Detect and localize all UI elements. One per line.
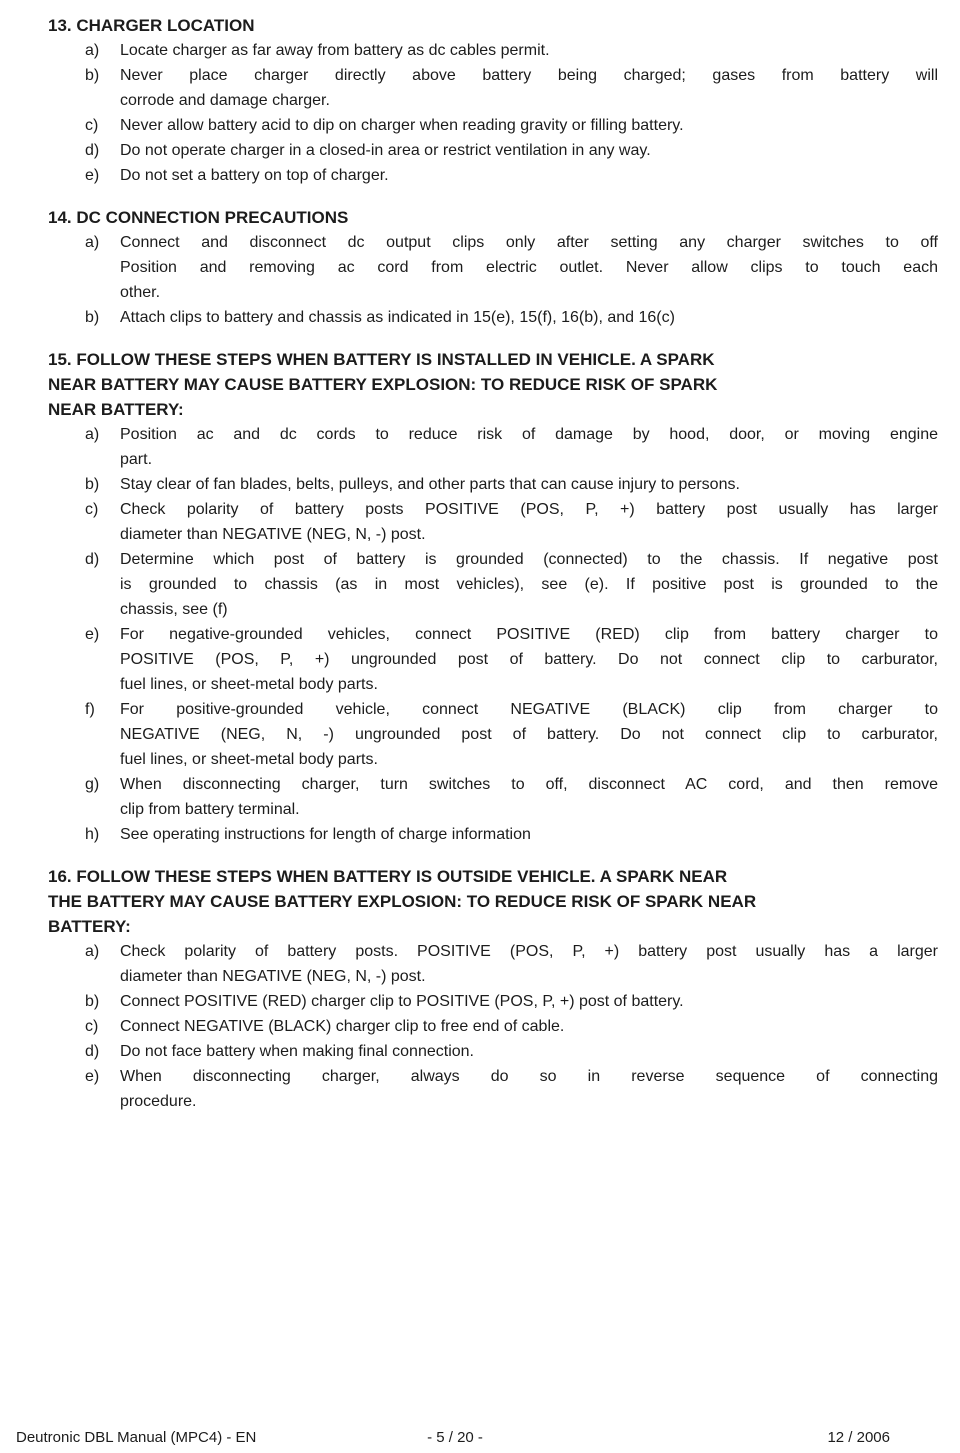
list-item (48, 230, 938, 305)
item-text-line: Connect POSITIVE (RED) charger clip to POSITIVE (POS, P, +) post of battery. (120, 993, 684, 1010)
item-marker: g) (85, 776, 100, 793)
item-text-line: diameter than NEGATIVE (NEG, N, -) post. (120, 968, 426, 985)
list-item (48, 113, 938, 138)
footer-page-number: - 5 / 20 - (427, 1429, 483, 1446)
list-item (48, 989, 938, 1014)
list-item (48, 622, 938, 697)
list-item (48, 472, 938, 497)
item-text-line: Check polarity of battery posts. POSITIVE (POS, P, +) battery post usually has a larger (120, 943, 938, 960)
footer-document-title: Deutronic DBL Manual (MPC4) - EN (16, 1429, 257, 1446)
section-16 (48, 864, 938, 1114)
item-text-line: Connect and disconnect dc output clips only after setting any charger switches to off (120, 234, 938, 251)
item-text-line: chassis, see (f) (120, 601, 228, 618)
item-text-line: For positive-grounded vehicle, connect NEGATIVE (BLACK) clip from charger to (120, 701, 938, 718)
item-marker: a) (85, 42, 100, 59)
section-heading-line: BATTERY: (48, 917, 131, 936)
list-item (48, 138, 938, 163)
list-item (48, 305, 938, 330)
item-marker: b) (85, 309, 100, 326)
list-item (48, 822, 938, 847)
item-text-line: other. (120, 284, 161, 301)
list-item (48, 497, 938, 547)
list-item (48, 772, 938, 822)
item-marker: h) (85, 826, 100, 843)
item-marker: d) (85, 551, 100, 568)
item-text-line: Attach clips to battery and chassis as indicated in 15(e), 15(f), 16(b), and 16(c) (120, 309, 675, 326)
section-14 (48, 205, 938, 330)
item-marker: d) (85, 142, 100, 159)
item-marker: c) (85, 1018, 99, 1035)
item-text-line: Never place charger directly above battery being charged; gases from battery will (120, 67, 938, 84)
section-heading-line: THE BATTERY MAY CAUSE BATTERY EXPLOSION: TO REDUCE RISK OF SPARK NEAR (48, 892, 757, 911)
item-text-line: fuel lines, or sheet-metal body parts. (120, 751, 378, 768)
item-text-line: clip from battery terminal. (120, 801, 300, 818)
item-text-line: Determine which post of battery is grounded (connected) to the chassis. If negative post (120, 551, 938, 568)
item-text-line: Locate charger as far away from battery as dc cables permit. (120, 42, 550, 59)
item-marker: f) (85, 701, 95, 718)
section-13 (48, 13, 938, 188)
footer (0, 1428, 960, 1453)
item-text-line: part. (120, 451, 153, 468)
list-item (48, 547, 938, 622)
section-heading-line: NEAR BATTERY MAY CAUSE BATTERY EXPLOSION: TO REDUCE RISK OF SPARK (48, 375, 718, 394)
item-marker: b) (85, 476, 100, 493)
item-text-line: fuel lines, or sheet-metal body parts. (120, 676, 378, 693)
document-body (48, 13, 938, 1114)
item-marker: a) (85, 426, 100, 443)
section-heading-line: 13. CHARGER LOCATION (48, 16, 255, 35)
item-text-line: Position ac and dc cords to reduce risk of damage by hood, door, or moving engine (120, 426, 938, 443)
footer-date: 12 / 2006 (827, 1429, 890, 1446)
section-heading-line: NEAR BATTERY: (48, 400, 184, 419)
list-item (48, 38, 938, 63)
item-text-line: Connect NEGATIVE (BLACK) charger clip to free end of cable. (120, 1018, 565, 1035)
item-marker: d) (85, 1043, 100, 1060)
item-text-line: When disconnecting charger, turn switches to off, disconnect AC cord, and then remove (120, 776, 938, 793)
list-item (48, 697, 938, 772)
item-text-line: See operating instructions for length of charge information (120, 826, 531, 843)
item-marker: c) (85, 501, 99, 518)
item-text-line: is grounded to chassis (as in most vehicles), see (e). If positive post is grounded to the (120, 576, 938, 593)
section-15 (48, 347, 938, 847)
item-text-line: procedure. (120, 1093, 197, 1110)
list-item (48, 939, 938, 989)
item-text-line: Do not operate charger in a closed-in area or restrict ventilation in any way. (120, 142, 651, 159)
item-marker: e) (85, 1068, 100, 1085)
list-item (48, 1039, 938, 1064)
list-item (48, 1014, 938, 1039)
item-text-line: Do not face battery when making final connection. (120, 1043, 474, 1060)
item-text-line: diameter than NEGATIVE (NEG, N, -) post. (120, 526, 426, 543)
item-text-line: POSITIVE (POS, P, +) ungrounded post of battery. Do not connect clip to carburator, (120, 651, 938, 668)
item-text-line: Position and removing ac cord from electric outlet. Never allow clips to touch each (120, 259, 938, 276)
item-text-line: NEGATIVE (NEG, N, -) ungrounded post of battery. Do not connect clip to carburator, (120, 726, 938, 743)
item-marker: e) (85, 626, 100, 643)
item-text-line: corrode and damage charger. (120, 92, 330, 109)
item-marker: b) (85, 67, 100, 84)
section-heading-line: 16. FOLLOW THESE STEPS WHEN BATTERY IS OUTSIDE VEHICLE. A SPARK NEAR (48, 867, 728, 886)
item-text-line: Check polarity of battery posts POSITIVE (POS, P, +) battery post usually has larger (120, 501, 938, 518)
item-marker: a) (85, 943, 100, 960)
item-text-line: For negative-grounded vehicles, connect POSITIVE (RED) clip from battery charger to (120, 626, 938, 643)
list-item (48, 1064, 938, 1114)
section-heading-line: 14. DC CONNECTION PRECAUTIONS (48, 208, 349, 227)
list-item (48, 163, 938, 188)
item-marker: a) (85, 234, 100, 251)
list-item (48, 63, 938, 113)
section-heading-line: 15. FOLLOW THESE STEPS WHEN BATTERY IS INSTALLED IN VEHICLE. A SPARK (48, 350, 715, 369)
list-item (48, 422, 938, 472)
item-marker: e) (85, 167, 100, 184)
item-text-line: When disconnecting charger, always do so in reverse sequence of connecting (120, 1068, 938, 1085)
item-text-line: Stay clear of fan blades, belts, pulleys, and other parts that can cause injury to persons. (120, 476, 740, 493)
item-text-line: Do not set a battery on top of charger. (120, 167, 389, 184)
item-marker: c) (85, 117, 99, 134)
item-text-line: Never allow battery acid to dip on charger when reading gravity or filling battery. (120, 117, 684, 134)
item-marker: b) (85, 993, 100, 1010)
